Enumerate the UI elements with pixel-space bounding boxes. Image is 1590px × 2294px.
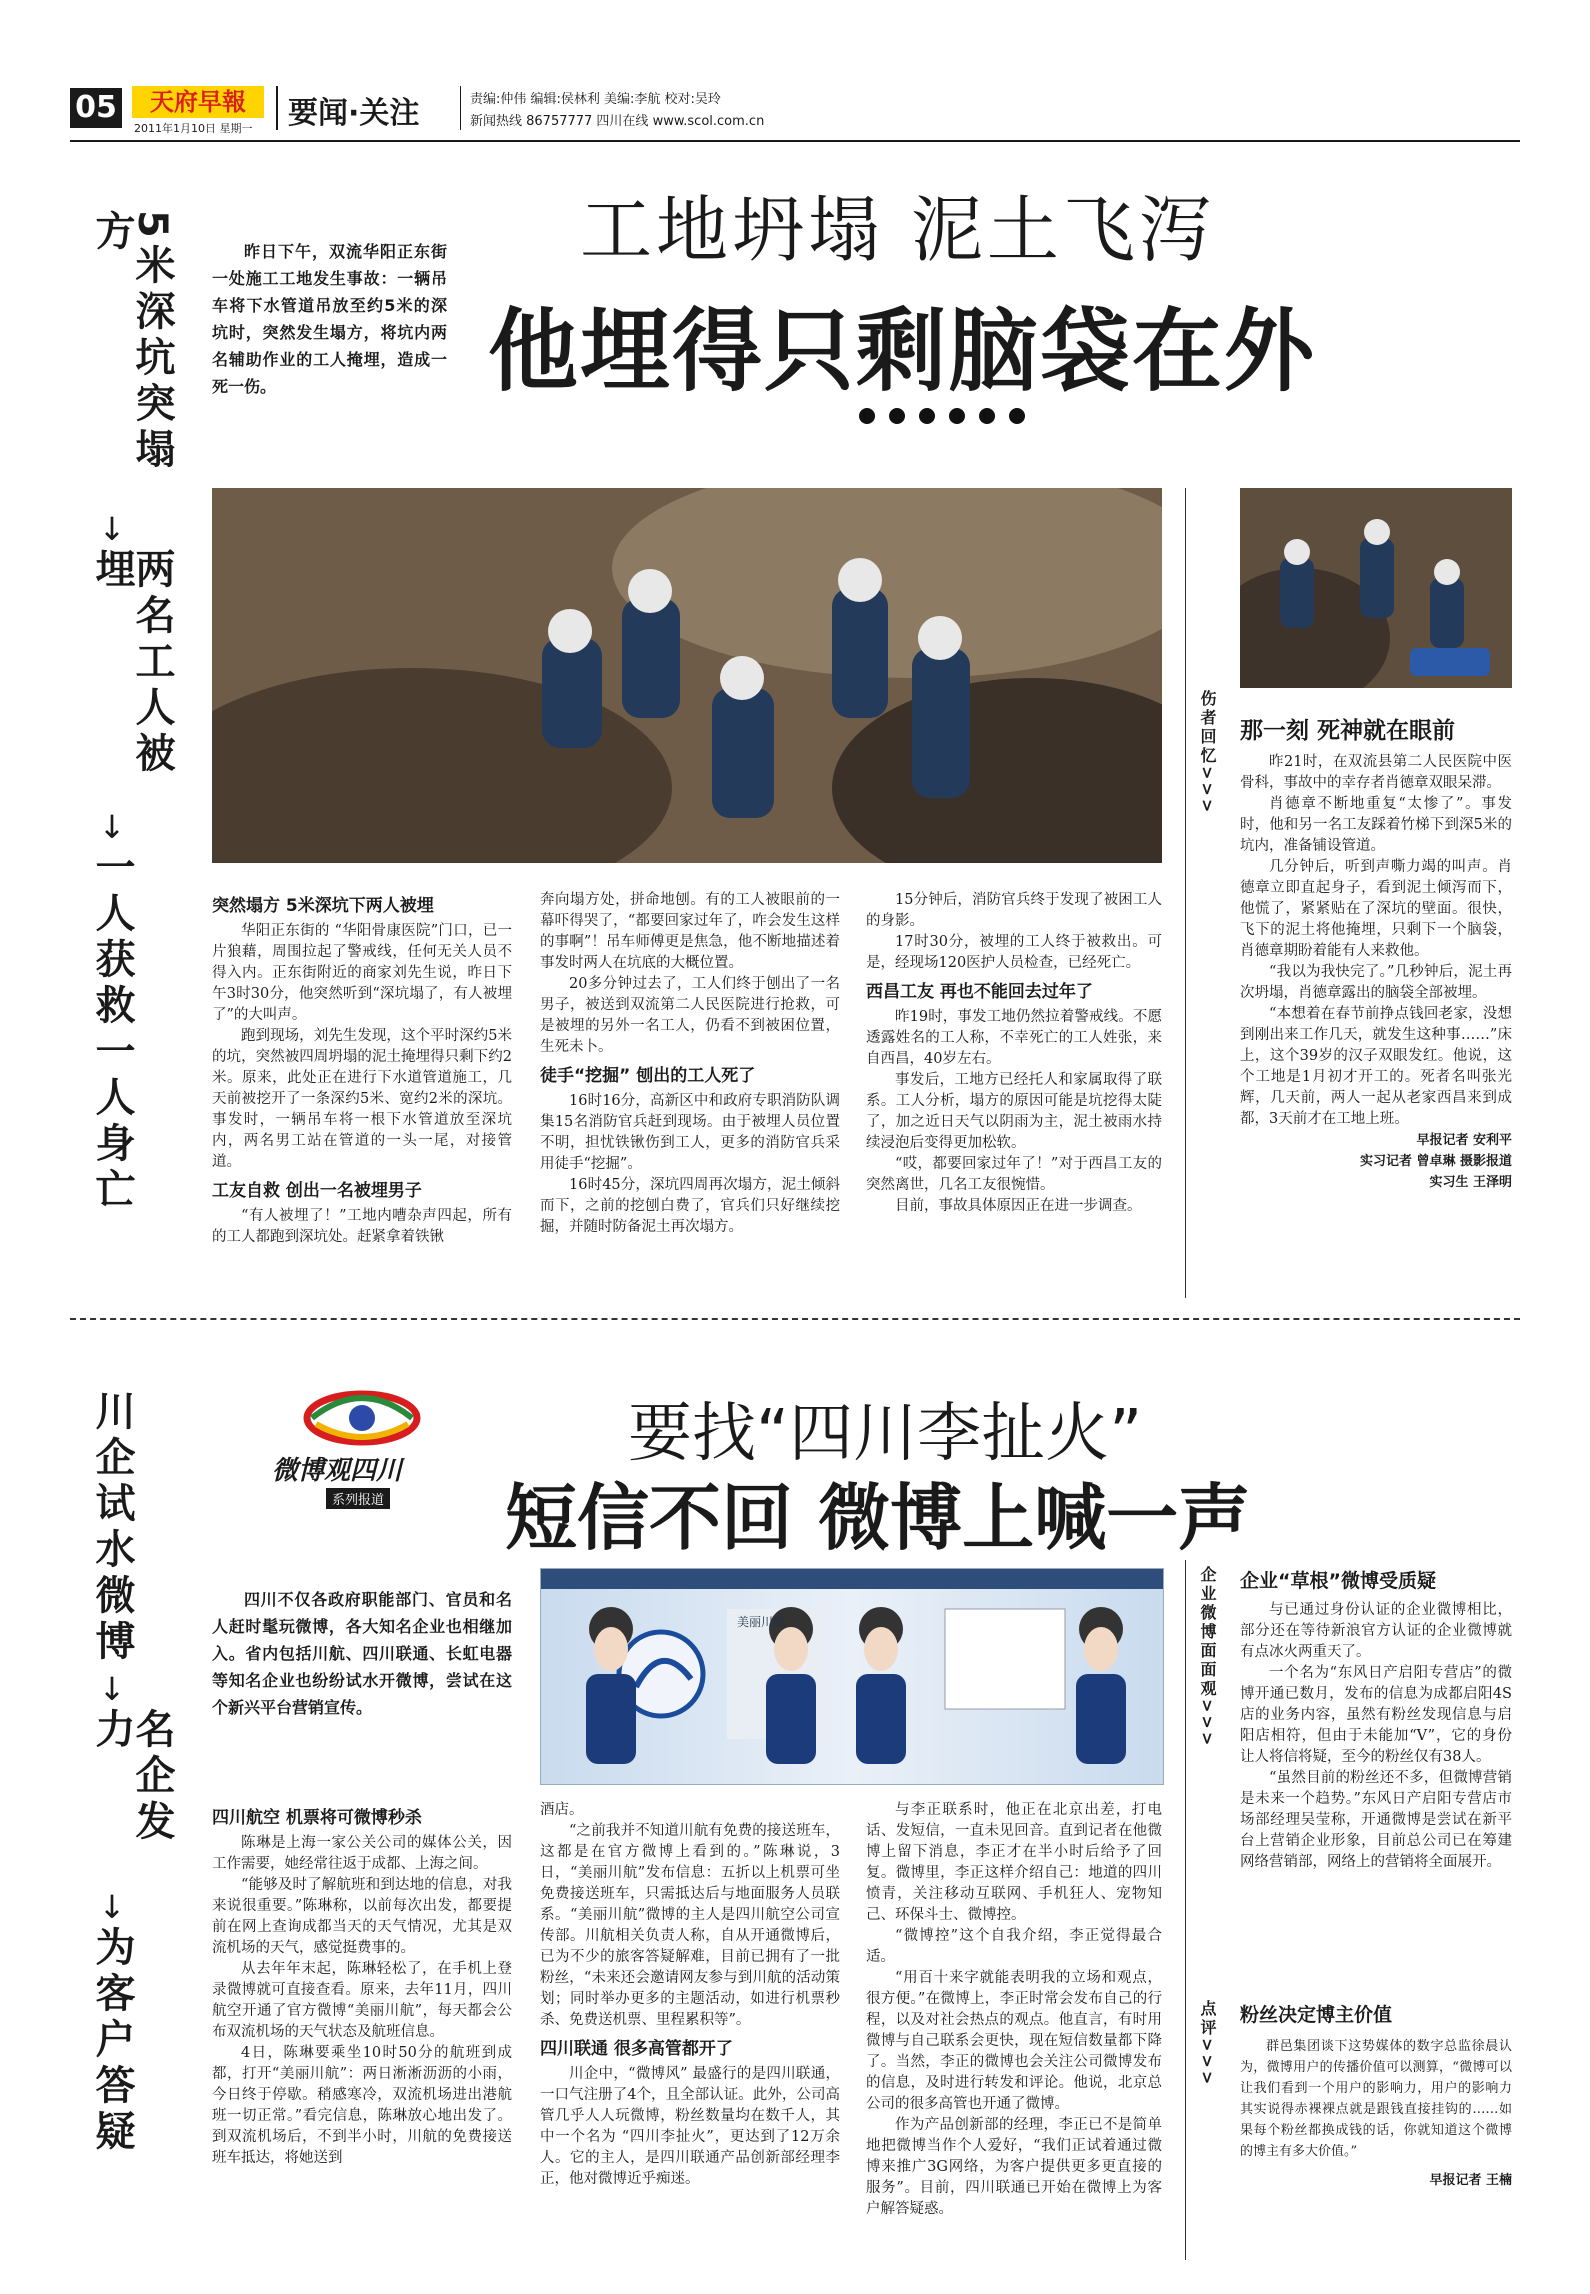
sidebar-body xyxy=(1240,752,1512,1193)
sidebar-tag-1: 企业微博面面观>>> xyxy=(1198,1566,1217,1749)
story1-title-2: 他埋得只剩脑袋在外 xyxy=(488,299,1316,404)
paragraph: 跑到现场，刘先生发现，这个平时深约5米的坑，突然被四周坍塌的泥土掩埋得只剩下约2米。原来，此处正在进行下水道管道施工，几天前被挖开了一条深约5米、宽约2米的深坑。事发时，一辆吊车将一根下水管道放至深坑内，两名男工站在管道的一头一尾，对接管道。 xyxy=(212,1028,512,1170)
series-logo xyxy=(272,1388,452,1518)
rescue-scene-illustration xyxy=(212,488,1162,863)
lede-text: 四川不仅各政府职能部门、官员和名人赶时髦玩微博，各大知名企业也相继加入。省内包括川航、四川联通、长虹电器等知名企业也纷纷试水开微博，尝试在这个新兴平台营销宣传。 xyxy=(212,1590,512,1717)
header-divider xyxy=(276,86,278,130)
sidebar-title-1: 企业“草根”微博受质疑 xyxy=(1240,1570,1436,1592)
story2-col1 xyxy=(212,1800,512,2169)
story1-side-label xyxy=(89,210,175,1280)
banner-site-name: 美丽川航 xyxy=(737,1615,786,1629)
story-divider xyxy=(70,1318,1520,1320)
header-divider-2 xyxy=(460,86,461,130)
logo-text: 微博观四川 xyxy=(272,1456,403,1486)
header-rule xyxy=(70,140,1520,142)
byline: 实习生 王泽明 xyxy=(1429,1175,1512,1190)
paragraph: 华阳正东街的 “华阳骨康医院”门口，已一片狼藉，周围拉起了警戒线，任何无关人员不得入内。正东街附近的商家刘先生说，昨日下午3时30分，他突然听到“深坑塌了，有人被埋了”的大叫声。 xyxy=(212,923,512,1023)
side-label-part-3: 一人获救一人身亡 xyxy=(89,846,135,1214)
subhead: 四川航空 机票将可微博秒杀 xyxy=(212,1808,422,1828)
paragraph: 从去年年末起，陈琳轻松了，在手机上登录微博就可直接查看。原来，去年11月，四川航空开通了官方微博“美丽川航”，每天都会公布双流机场的天气状态及航班信息。 xyxy=(212,1961,512,2040)
sidebar-tag: 伤者回忆>>> xyxy=(1198,690,1217,816)
arrow-down-icon: ↓ xyxy=(98,510,126,548)
paragraph: “用百十来字就能表明我的立场和观点，很方便。”在微博上，李正时常会发布自己的行程，以及对社会热点的观点。他直言，有时用微博与自己联系会更快，现在短信数量都下降了。当然，李正的微博也会关注公司微博发布的信息，及时进行转发和评论。他说，北京总公司的很多高管也开通了微博。 xyxy=(866,1970,1162,2112)
eye-logo-icon xyxy=(302,1388,422,1448)
sidebar-title: 那一刻 死神就在眼前 xyxy=(1240,718,1456,744)
paragraph: 陈琳是上海一家公关公司的媒体公关，因工作需要，她经常往返于成都、上海之间。 xyxy=(212,1835,512,1872)
story2-col2 xyxy=(540,1800,840,2190)
story2-col3 xyxy=(866,1800,1162,2220)
byline: 早报记者 王楠 xyxy=(1429,2173,1512,2188)
paragraph: “之前我并不知道川航有免费的接送班车，这都是在官方微博上看到的。”陈琳说，3日，“美丽川航”发布信息：五折以上机票可坐免费接送班车，只需抵达后与地面服务人员联系。“美丽川航”微博的主人是四川航空公司宣传部。川航相关负责人称，自从开通微博后，已为不少的旅客答疑解难，目前已拥有了一批粉丝，“未来还会邀请网友参与到川航的活动策划；同时举办更多的主题活动，如进行机票秒杀、免费送机票、里程累积等”。 xyxy=(540,1823,840,2028)
paragraph: “能够及时了解航班和到达地的信息，对我来说很重要。”陈琳称，以前每次出发，都要提前在网上查询成都当天的天气情况，尤其是双流机场的天气，感觉挺费事的。 xyxy=(212,1877,512,1956)
paragraph: “哎，都要回家过年了！”对于西昌工友的突然离世，几名工友很惋惜。 xyxy=(866,1156,1162,1193)
paragraph: 目前，事故具体原因正在进一步调查。 xyxy=(895,1198,1142,1214)
subhead: 突然塌方 5米深坑下两人被埋 xyxy=(212,896,434,916)
section-name: 要闻·关注 xyxy=(288,96,420,131)
subhead: 工友自救 创出一名被埋男子 xyxy=(212,1181,422,1201)
side-label-part-2: 名企发力 xyxy=(89,1708,175,1846)
story1-col3 xyxy=(866,890,1162,1217)
issue-date: 2011年1月10日 星期一 xyxy=(134,122,253,135)
side-label-part-1: 5米深坑突塌方 xyxy=(89,210,175,474)
story1-title-1: 工地坍塌 泥土飞泻 xyxy=(580,188,1215,272)
paragraph: 4日，陈琳要乘坐10时50分的航班到成都，打开“美丽川航”：两日淅淅沥沥的小雨，今日终于停歇。稍感寒冷，双流机场进出港航班一切正常。”看完信息，陈琳放心地出发了。到双流机场后，不到半小时，川航的免费接送班车抵达，将她送到 xyxy=(212,2045,512,2166)
paragraph: 一个名为“东风日产启阳专营店”的微博开通已数月，发布的信息为成都启阳4S店的业务内容，虽然有粉丝发现信息与启阳店相符，但由于未能加“V”，它的身份让人将信将疑，至今的粉丝仅有38人。 xyxy=(1240,1665,1512,1765)
sidebar-body-2 xyxy=(1240,2036,1512,2191)
paragraph: 肖德章不断地重复“太惨了”。事发时，他和另一名工友踩着竹梯下到深5米的坑内，准备铺设管道。 xyxy=(1240,796,1512,854)
sidebar-tag-2: 点评>>> xyxy=(1198,2000,1217,2088)
rescue-photo xyxy=(212,488,1162,863)
sidebar-photo xyxy=(1240,488,1512,688)
paragraph: 昨21时，在双流县第二人民医院中医骨科，事故中的幸存者肖德章双眼呆滞。 xyxy=(1240,754,1512,791)
page-header xyxy=(70,86,1520,142)
paragraph: “我以为我快完了。”几秒钟后，泥土再次坍塌，肖德章露出的脑袋全部被埋。 xyxy=(1240,964,1512,1001)
hotline-line: 新闻热线 86757777 四川在线 www.scol.com.cn xyxy=(470,114,765,129)
weibo-banner-illustration xyxy=(541,1569,1163,1784)
arrow-down-icon: ↓ xyxy=(98,1670,126,1708)
sidebar-body-1 xyxy=(1240,1600,1512,1873)
paragraph: 17时30分，被埋的工人终于被救出。可是，经现场120医护人员检查，已经死亡。 xyxy=(866,934,1162,971)
paragraph: 与已通过身份认证的企业微博相比，部分还在等待新浪官方认证的企业微博就有点冰火两重天了。 xyxy=(1240,1602,1512,1660)
side-label-part-3: 为客户答疑 xyxy=(89,1926,135,2156)
survivor-scene-illustration xyxy=(1240,488,1512,688)
paragraph: 作为产品创新部的经理，李正已不是简单地把微博当作个人爱好，“我们正试着通过微博来推广3G网络，为客户提供更多更直接的服务”。目前，四川联通已开始在微博上为客户解答疑惑。 xyxy=(866,2117,1162,2217)
weibo-screenshot xyxy=(540,1568,1164,1785)
staff-line: 责编:仲伟 编辑:侯林利 美编:李航 校对:吴玲 xyxy=(470,92,721,107)
byline: 实习记者 曾卓琳 摄影报道 xyxy=(1359,1154,1512,1169)
paragraph: 20多分钟过去了，工人们终于刨出了一名男子，被送到双流第二人民医院进行抢救，可是被埋的另外一名工人，仍看不到被困位置，生死未卜。 xyxy=(540,976,840,1055)
paragraph: 16时45分，深坑四周再次塌方，泥土倾斜而下，之前的挖刨白费了，官兵们只好继续挖掘，并随时防备泥土再次塌方。 xyxy=(540,1177,840,1235)
sidebar-title-2: 粉丝决定博主价值 xyxy=(1240,2004,1393,2026)
column-divider xyxy=(1185,488,1186,1298)
arrow-down-icon: ↓ xyxy=(98,808,126,846)
title-dots xyxy=(852,408,1032,428)
paragraph: 川企中，“微博风” 最盛行的是四川联通，一口气注册了4个，且全部认证。此外，公司高管几乎人人玩微博，粉丝数量均在数千人，其中一个名为 “四川李扯火”，更达到了12万余人。它的主人，是四川联通产品创新部经理李正，他对微博近乎痴迷。 xyxy=(540,2066,840,2187)
arrow-down-icon: ↓ xyxy=(98,1888,126,1926)
paragraph: 几分钟后，听到声嘶力竭的叫声。肖德章立即直起身子，看到泥土倾泻而下，他慌了，紧紧贴在了深坑的壁面。很快，飞下的泥土将他掩埋，只剩下一个脑袋，肖德章期盼着能有人来救他。 xyxy=(1240,859,1512,959)
story2-title-2: 短信不回 微博上喊一声 xyxy=(505,1476,1251,1560)
side-label-part-2: 两名工人被埋 xyxy=(89,548,175,778)
story2-lede xyxy=(212,1586,512,1721)
paragraph: 16时16分，高新区中和政府专职消防队调集15名消防官兵赶到现场。由于被埋人员位置不明，担忧铁锹伤到工人，更多的消防官兵采用徒手“挖掘”。 xyxy=(540,1093,840,1172)
subhead: 徒手“挖掘” 刨出的工人死了 xyxy=(540,1066,756,1086)
story1-lede xyxy=(212,238,447,400)
paragraph: “微博控”这个自我介绍，李正觉得最合适。 xyxy=(866,1928,1162,1965)
column-divider xyxy=(1185,1560,1186,2260)
subhead: 西昌工友 再也不能回去过年了 xyxy=(866,982,1093,1002)
paragraph: “虽然目前的粉丝还不多，但微博营销是未来一个趋势。”东风日产启阳专营店市场部经理吴莹称，开通微博是尝试在新平台上营销企业形象，目前总公司已在筹建网络营销部，网络上的营销将全面展开。 xyxy=(1240,1770,1512,1870)
paragraph: 群邑集团谈下这势媒体的数字总监徐晨认为，微博用户的传播价值可以测算，“微博可以让我们看到一个用户的影响力，用户的影响力其实说得赤裸裸点就是跟钱直接挂钩的……如果每个粉丝都换成钱的话，你就知道这个微博的博主有多大价值。” xyxy=(1240,2039,1512,2159)
subhead: 四川联通 很多高管都开了 xyxy=(540,2039,733,2059)
page-number: 05 xyxy=(70,88,122,128)
story1-col2 xyxy=(540,890,840,1238)
paragraph: 事发后，工地方已经托人和家属取得了联系。工人分析，塌方的原因可能是坑挖得太陡了，加之近日天气以阴雨为主，泥土被雨水持续浸泡后变得更加松软。 xyxy=(866,1072,1162,1151)
logo-subtext: 系列报道 xyxy=(326,1488,390,1509)
story2-side-label xyxy=(89,1390,175,2250)
paragraph: 15分钟后，消防官兵终于发现了被困工人的身影。 xyxy=(866,892,1162,929)
paragraph: “本想着在春节前挣点钱回老家，没想到刚出来工作几天，就发生这种事……”床上，这个39岁的汉子双眼发红。他说，这个工地是1月初才开工的。死者名叫张光辉，几天前，两人一起从老家西昌来到成都，3天前才在工地上班。 xyxy=(1240,1006,1512,1127)
paper-logo: 天府早報 xyxy=(132,86,264,118)
byline: 早报记者 安利平 xyxy=(1416,1133,1512,1148)
paragraph: 奔向塌方处，拼命地刨。有的工人被眼前的一幕吓得哭了，“都要回家过年了，咋会发生这样的事啊”！吊车师傅更是焦急，他不断地描述着事发时两人在坑底的大概位置。 xyxy=(540,892,840,971)
lede-text: 昨日下午，双流华阳正东街一处施工工地发生事故：一辆吊车将下水管道吊放至约5米的深坑时，突然发生塌方，将坑内两名辅助作业的工人掩埋，造成一死一伤。 xyxy=(212,242,447,396)
paragraph: 与李正联系时，他正在北京出差，打电话、发短信，一直未见回音。直到记者在他微博上留下消息，李正才在半小时后给予了回复。微博里，李正这样介绍自己：地道的四川愤青，关注移动互联网、手机狂人、宠物知己、环保斗士、微博控。 xyxy=(866,1802,1162,1923)
paragraph: 昨19时，事发工地仍然拉着警戒线。不愿透露姓名的工人称，不幸死亡的工人姓张，来自西昌，40岁左右。 xyxy=(866,1009,1162,1067)
story1-col1 xyxy=(212,888,512,1248)
paragraph: “有人被埋了！”工地内嘈杂声四起，所有的工人都跑到深坑处。赶紧拿着铁锹 xyxy=(212,1208,512,1245)
paragraph: 酒店。 xyxy=(540,1802,584,1818)
side-label-part-1: 川企试水微博 xyxy=(89,1390,135,1666)
story2-title-1: 要找“四川李扯火” xyxy=(628,1397,1143,1471)
